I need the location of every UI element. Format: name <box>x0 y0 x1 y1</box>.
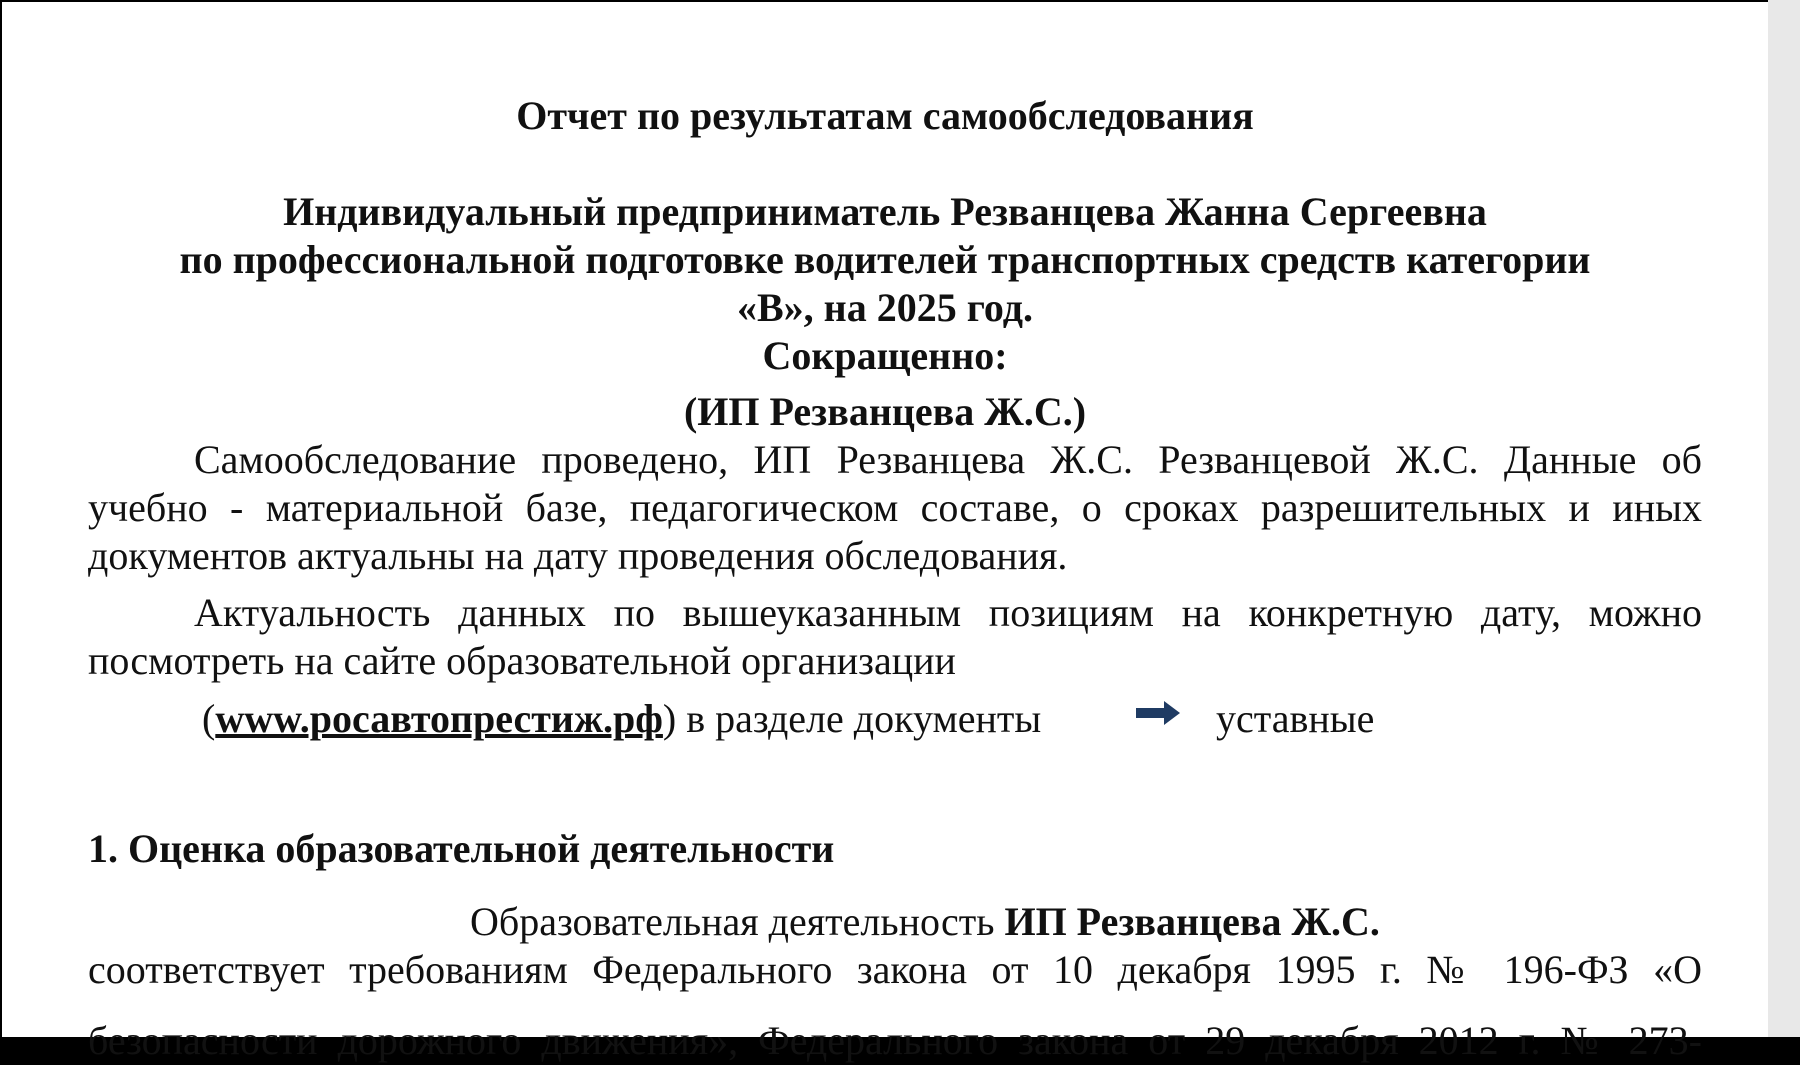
short-name: (ИП Резванцева Ж.С.) <box>683 389 1087 434</box>
section1-line2: соответствует требованиям Федерального закона от 10 декабря 1995 г. № 196-ФЗ «О <box>88 947 1702 992</box>
short-name-label: Сокращенно: <box>762 333 1008 378</box>
paragraph2-line2: посмотреть на сайте образовательной организации <box>88 638 956 683</box>
section1-heading: 1. Оценка образовательной деятельности <box>88 826 835 871</box>
section1-lead-text: Образовательная деятельность <box>470 899 1005 944</box>
section1-lead-name: ИП Резванцева Ж.С. <box>1004 899 1380 944</box>
website-link[interactable]: www.росавтопрестиж.рф <box>215 696 663 741</box>
organization-name-line: Индивидуальный предприниматель Резванцева Жанна Сергеевна <box>283 189 1487 234</box>
organization-purpose-line: по профессиональной подготовке водителей транспортных средств категории <box>179 237 1591 282</box>
statutory-documents-label: уставные <box>1216 696 1375 741</box>
document-page <box>2 2 1768 1063</box>
website-line <box>202 695 1041 743</box>
organization-year-line: «В», на 2025 год. <box>737 285 1033 330</box>
paragraph2-line1: Актуальность данных по вышеуказанным позициям на конкретную дату, можно <box>194 590 1702 635</box>
section1-lead <box>470 898 1380 946</box>
right-arrow-icon <box>1136 699 1182 727</box>
section-documents-text: ) в разделе документы <box>662 696 1042 741</box>
paragraph1-line3: документов актуальны на дату проведения обследования. <box>88 533 1068 578</box>
report-title: Отчет по результатам самообследования <box>516 93 1254 138</box>
open-paren: ( <box>202 696 216 741</box>
paragraph1-line1: Самообследование проведено, ИП Резванцева Ж.С. Резванцевой Ж.С. Данные об <box>194 437 1702 482</box>
viewer-margin <box>1768 0 1800 1037</box>
section1-line3: безопасности дорожного движения», Федерального закона от 29 декабря 2012 г. № 273- <box>88 1018 1702 1063</box>
paragraph1-line2: учебно - материальной базе, педагогическом составе, о сроках разрешительных и иных <box>88 485 1702 530</box>
